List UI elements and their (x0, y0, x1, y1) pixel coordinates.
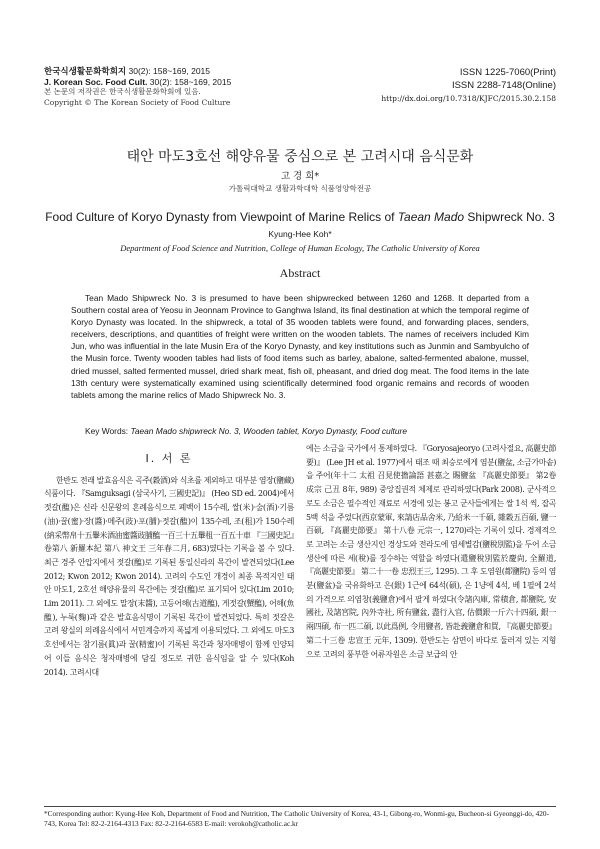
body-column-left (44, 442, 294, 679)
journal-ko-citation: 30(2): 158~169, 2015 (126, 66, 211, 76)
journal-ko-name: 한국식생활문화학회지 (44, 66, 127, 76)
journal-ko-line (44, 66, 344, 77)
journal-en-name: J. Korean Soc. Food Cult. (44, 76, 148, 87)
journal-en-line (44, 77, 344, 88)
issn-block (316, 66, 556, 105)
issn-print: ISSN 1225-7060(Print) (459, 67, 556, 78)
issn-online: ISSN 2288-7148(Online) (451, 80, 556, 91)
author-english: Kyung-Hee Koh* (268, 229, 332, 239)
keywords (85, 425, 529, 437)
section-heading-intro: I. 서 론 (145, 452, 193, 465)
copyright-ko: 본 논문의 저작권은 한국식생활문화학회에 있음. (44, 87, 201, 96)
body-column-right (306, 442, 556, 661)
keywords-label: Key Words: (85, 426, 131, 436)
body-paragraph-right: 에는 소금을 국가에서 통제하였다. 『Goryosajeoryo (고려사절요, 高麗史節要)』 (Lee JH et al. 1977)에서 태조 때 최승로에게 염분(鹽盆, 소금가마솥)을 주어(年十二 太祖 召見使擔論語 甚嘉之 賜鹽盆 『高麗史節要』 第2卷 成宗 己丑 8年, 989) 중앙집권적 체제로 관리하였다(Park 2008). 군사적으로도 소금은 필수적인 재료로 서경에 있는 봉고 군사들에게는 쌀 1석 씩, 잡곡 5백 석을 주었다(西京蒙軍, 來請店品舍米, 乃給米一千碩, 雜穀五百碩, 鹽一百碩, 『高麗史節要』 第十八卷 元宗一, 1270)라는 기록이 있다. 경제적으로 고려는 소금 생산지인 경상도와 전라도에 염세별감(鹽稅別監)을 두어 소금생산에 따른 세(稅)를 징수하는 역할을 하였다(遣鹽稅別監於慶尙, 全羅道, 『高麗史節要』 第二十一卷 忠烈王三, 1295). 그 후 도염원(都鹽院) 등의 염분(鹽盆)을 국유화하고 은(銀) 1근에 64석(碩), 은 1냥에 4석, 베 1필에 2석의 가격으로 의염창(義鹽倉)에서 팔게 하였다(令諸內庫, 常積倉, 都鹽院, 安國社, 及諸宮院, 內外寺社, 所有鹽盆, 盡行入官, 估價銀一斤六十四碩, 銀一兩四碩, 布一匹二碩, 以此爲例, 令用鹽者, 皆赴義鹽倉和買, 『高麗史節要』 第二十三卷 忠宣王 元年, 1309). 한반도는 삼면이 바다로 둘러져 있는 지형으로 고려의 풍부한 어류자원은 소금 보급의 안 (306, 444, 556, 659)
journal-header (44, 66, 344, 108)
title-english (0, 210, 600, 224)
title-korean: 태안 마도3호선 해양유물 중심으로 본 고려시대 음식문화 (126, 149, 474, 165)
copyright-en: Copyright © The Korean Society of Food Culture (44, 97, 231, 107)
author-korean: 고 경 희* (280, 171, 320, 182)
footnote-divider (44, 806, 556, 807)
title-english-italic: Taean Mado (397, 210, 465, 224)
keywords-values: Taean Mado shipwreck No. 3, Wooden tablet, Koryo Dynasty, Food culture (130, 426, 407, 436)
journal-en-citation: 30(2): 158~169, 2015 (147, 76, 232, 87)
affiliation-english: Department of Food Science and Nutrition, College of Human Ecology, The Catholic University of Korea (120, 243, 480, 253)
title-english-suffix: Shipwreck No. 3 (464, 210, 555, 224)
body-paragraph-left: 한반도 전래 발효음식은 곡주(穀酒)와 식초를 제외하고 대부분 염장(鹽藏)식품이다. 『Samguksagi (삼국사기, 三國史記)』 (Heo SD ed. 2004)에서 젓갈(醢)은 신라 신문왕의 혼례음식으로 폐백이 15수레, 쌀(米)·술(酒)·기름(油)·꿀(蜜)·장(醬)·메주(豉)·포(脯)·젓갈(醢)이 135수레, 조(租)가 150수레(納采幣帛十五轝米酒油蜜醬豉脯醢一百三十五轝租一百五十車 『三國史記』卷第八 新羅本紀 第八 神文王 三年春二月, 683)였다는 기록을 볼 수 있다. 최근 경주 안압지에서 젓갈(醢)로 기록된 통일신라의 목간이 발견되었다(Lee 2012; Kwon 2012; Kwon 2014). 고려의 수도인 개경이 최종 목적지인 태안 마도1, 2호선 해양유물의 목간에는 젓갈(醢)로 표기되어 있다(Lim 2010; Lim 2011). 그 외에도 말장(末醬), 고등어해(古道醢), 게젓갈(蟹醢), 어해(魚醢), 누룩(麴)과 같은 발효음식명이 기록된 목간이 발견되었다. 특히 젓갈은 고려 왕실의 의례음식에서 서민계층까지 폭넓게 이용되었다. 그 외에도 마도3호선에서는 참기름(眞)과 꿀(精蜜)이 기록된 목간과 청자매병이 함께 인양되어 이들 음식은 청자매병에 담길 정도로 귀한 음식임을 알 수 있다(Koh 2014). 고려시대 (44, 475, 294, 677)
title-english-prefix: Food Culture of Koryo Dynasty from Viewpoint of Marine Relics of (45, 210, 398, 224)
affiliation-korean: 가톨릭대학교 생활과학대학 식품영양학전공 (228, 184, 372, 193)
abstract-heading: Abstract (279, 266, 321, 280)
doi-link[interactable]: http://dx.doi.org/10.7318/KJFC/2015.30.2.158 (381, 94, 556, 103)
corresponding-author-footnote: *Corresponding author: Kyung-Hee Koh, Department of Food and Nutrition, The Catholic University of Korea, 43-1, Gibong-ro, Wonmi-gu, Bucheon-si Gyeonggi-do, 420-743, Korea Tel: 82-2-2164-4313 Fax: 82-2-2164-6583 E-mail: verokoh@catholic.ac.kr (44, 809, 549, 828)
abstract-body: Tean Mado Shipwreck No. 3 is presumed to have been shipwrecked between 1260 and 1268. It departed from a Southern costal area of Yeosu in Jeonnam Province to Ganghwa Island, its final destination at which the temporal regime of Koryo Dynasty was located. In the shipwreck, a total of 35 wooden tablets were found, and forwarding places, senders, receivers, descriptions, and quantities of freight were written on the wooden tablets. The names of receivers included Kim Jun, who was influential in the late Musin Era of the Koryo Dynasty, and key institutions such as Junmin and Sambyulcho of the Musin force. Twenty wooden tables had lists of food items such as barley, abalone, salted-fermented abalone, mussel, dried mussel, salted fermented mussel, dried shark meat, fish oil, pheasant, and dried dog meat. The food items in the late 13th century were systematically examined using scientifically determined food organic remains and records of wooden tablets among the marine relics of Mado Shipwreck No. 3. (71, 293, 529, 400)
